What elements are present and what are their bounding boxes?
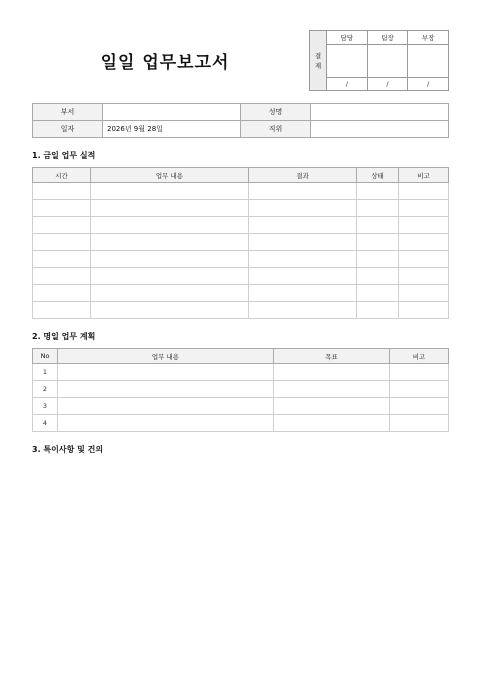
dept-field[interactable] <box>103 104 241 121</box>
report-cell-result[interactable] <box>249 217 357 234</box>
table-row <box>33 268 449 285</box>
document-title: 일일 업무보고서 <box>100 53 230 73</box>
table-row <box>33 251 449 268</box>
report-cell-task[interactable] <box>91 302 249 319</box>
name-field[interactable] <box>311 104 449 121</box>
signature-cell-staff[interactable] <box>327 45 368 78</box>
table-row <box>33 285 449 302</box>
plan-cell-goal[interactable] <box>274 364 390 381</box>
date-label: 일자 <box>33 121 103 138</box>
approval-date-manager[interactable]: / <box>408 78 449 91</box>
report-cell-status[interactable] <box>357 251 399 268</box>
name-label: 성명 <box>241 104 311 121</box>
report-cell-note[interactable] <box>399 183 449 200</box>
plan-row-number: 1 <box>33 364 58 381</box>
report-cell-task[interactable] <box>91 234 249 251</box>
report-cell-note[interactable] <box>399 268 449 285</box>
report-cell-note[interactable] <box>399 302 449 319</box>
date-field[interactable]: 2026년 9월 28일 <box>103 121 241 138</box>
report-cell-result[interactable] <box>249 200 357 217</box>
plan-cell-goal[interactable] <box>274 398 390 415</box>
report-cell-result[interactable] <box>249 234 357 251</box>
report-cell-task[interactable] <box>91 251 249 268</box>
plan-cell-note[interactable] <box>390 415 449 432</box>
table-row <box>33 381 449 398</box>
report-cell-result[interactable] <box>249 302 357 319</box>
report-cell-result[interactable] <box>249 183 357 200</box>
col-header-time: 시간 <box>33 168 91 183</box>
plan-cell-task[interactable] <box>58 398 274 415</box>
tomorrow-plan-table <box>32 348 449 432</box>
section-heading-today: 1. 금일 업무 실적 <box>32 151 96 160</box>
table-row <box>33 183 449 200</box>
report-cell-note[interactable] <box>399 285 449 302</box>
plan-cell-task[interactable] <box>58 364 274 381</box>
approval-label: 결 재 <box>310 31 327 91</box>
approval-role-staff: 담당 <box>327 31 368 45</box>
report-cell-status[interactable] <box>357 302 399 319</box>
report-cell-result[interactable] <box>249 285 357 302</box>
plan-row-number: 4 <box>33 415 58 432</box>
info-table <box>32 103 449 138</box>
report-cell-note[interactable] <box>399 217 449 234</box>
section-heading-tomorrow: 2. 명일 업무 계획 <box>32 332 96 341</box>
plan-row-number: 3 <box>33 398 58 415</box>
report-cell-status[interactable] <box>357 183 399 200</box>
section-heading-remarks: 3. 특이사항 및 건의 <box>32 445 104 454</box>
signature-cell-teamlead[interactable] <box>367 45 408 78</box>
report-cell-result[interactable] <box>249 251 357 268</box>
report-cell-task[interactable] <box>91 200 249 217</box>
plan-cell-task[interactable] <box>58 381 274 398</box>
report-cell-time[interactable] <box>33 302 91 319</box>
col-header-status: 상태 <box>357 168 399 183</box>
approval-date-staff[interactable]: / <box>327 78 368 91</box>
col-header-task: 업무 내용 <box>91 168 249 183</box>
report-cell-note[interactable] <box>399 251 449 268</box>
col-header-result: 결과 <box>249 168 357 183</box>
report-cell-status[interactable] <box>357 200 399 217</box>
report-cell-time[interactable] <box>33 217 91 234</box>
report-cell-task[interactable] <box>91 285 249 302</box>
approval-role-manager: 부장 <box>408 31 449 45</box>
plan-row-number: 2 <box>33 381 58 398</box>
dept-label: 부서 <box>33 104 103 121</box>
col-header-goal: 목표 <box>274 349 390 364</box>
approval-role-teamlead: 팀장 <box>367 31 408 45</box>
report-cell-time[interactable] <box>33 285 91 302</box>
signature-cell-manager[interactable] <box>408 45 449 78</box>
table-row <box>33 217 449 234</box>
report-cell-result[interactable] <box>249 268 357 285</box>
plan-cell-goal[interactable] <box>274 381 390 398</box>
report-cell-time[interactable] <box>33 200 91 217</box>
table-row <box>33 234 449 251</box>
report-cell-status[interactable] <box>357 285 399 302</box>
plan-cell-task[interactable] <box>58 415 274 432</box>
report-cell-status[interactable] <box>357 217 399 234</box>
table-row <box>33 415 449 432</box>
position-field[interactable] <box>311 121 449 138</box>
plan-cell-note[interactable] <box>390 398 449 415</box>
col-header-no: No <box>33 349 58 364</box>
report-cell-note[interactable] <box>399 234 449 251</box>
col-header-note: 비고 <box>399 168 449 183</box>
report-cell-status[interactable] <box>357 268 399 285</box>
report-cell-task[interactable] <box>91 217 249 234</box>
report-cell-time[interactable] <box>33 251 91 268</box>
report-cell-task[interactable] <box>91 183 249 200</box>
position-label: 직위 <box>241 121 311 138</box>
table-row <box>33 364 449 381</box>
report-cell-task[interactable] <box>91 268 249 285</box>
report-cell-time[interactable] <box>33 183 91 200</box>
approval-box <box>309 30 449 91</box>
report-cell-time[interactable] <box>33 234 91 251</box>
report-cell-time[interactable] <box>33 268 91 285</box>
plan-cell-note[interactable] <box>390 381 449 398</box>
table-row <box>33 398 449 415</box>
table-row <box>33 302 449 319</box>
table-row <box>33 200 449 217</box>
col-header-plan-task: 업무 내용 <box>58 349 274 364</box>
plan-cell-goal[interactable] <box>274 415 390 432</box>
col-header-plan-note: 비고 <box>390 349 449 364</box>
today-report-table <box>32 167 449 319</box>
plan-cell-note[interactable] <box>390 364 449 381</box>
report-cell-note[interactable] <box>399 200 449 217</box>
approval-date-teamlead[interactable]: / <box>367 78 408 91</box>
report-cell-status[interactable] <box>357 234 399 251</box>
